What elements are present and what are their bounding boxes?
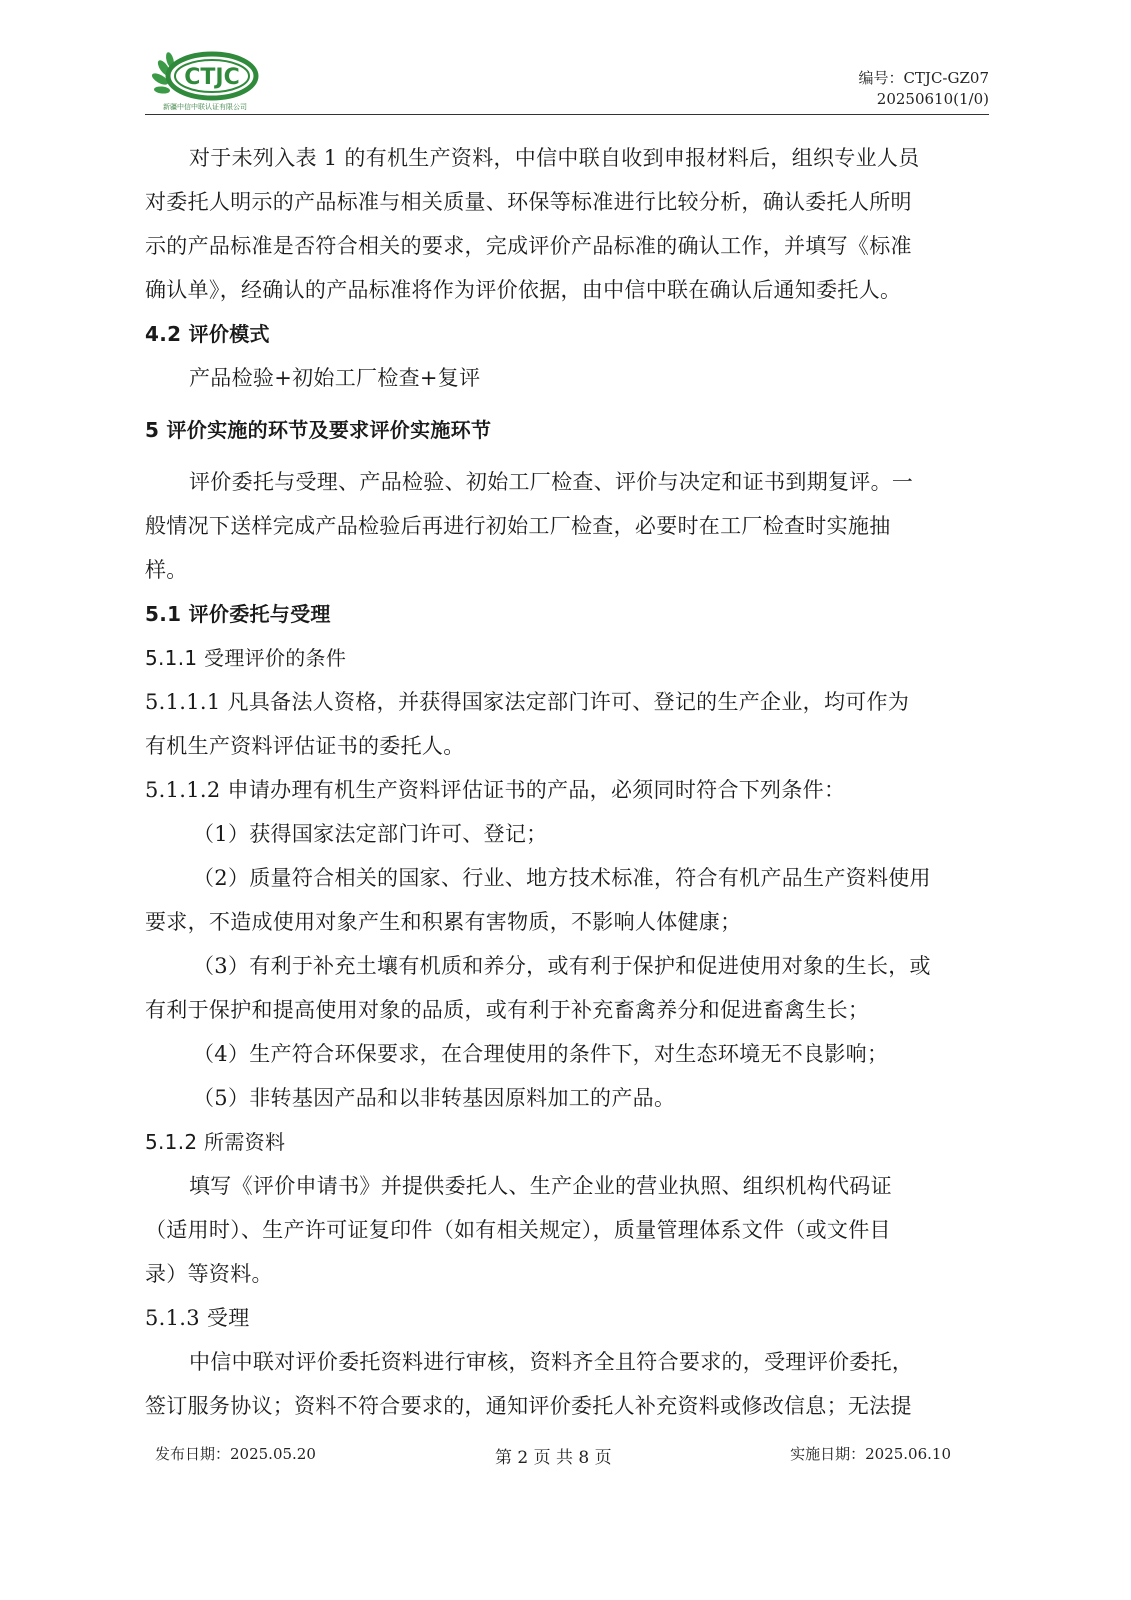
list-item: （1）获得国家法定部门许可、登记； (193, 822, 548, 846)
header-divider (145, 114, 989, 115)
paragraph-line: 有利于保护和提高使用对象的品质，或有利于补充畜禽养分和促进畜禽生长； (145, 998, 870, 1022)
paragraph-line: 确认单》，经确认的产品标准将作为评价依据，由中信中联在确认后通知委托人。 (145, 278, 902, 302)
paragraph-line: （适用时）、生产许可证复印件（如有相关规定），质量管理体系文件（或文件目 (145, 1218, 891, 1242)
section-heading-5-1-1: 5.1.1 受理评价的条件 (145, 646, 347, 670)
paragraph-line: 般情况下送样完成产品检验后再进行初始工厂检查，必要时在工厂检查时实施抽 (145, 514, 891, 538)
publish-date: 发布日期：2025.05.20 (155, 1445, 316, 1463)
document-body (145, 136, 989, 1428)
section-heading-5-1-2: 5.1.2 所需资料 (145, 1130, 286, 1154)
logo-emblem-icon (150, 48, 260, 104)
logo-caption: 新疆中信中联认证有限公司 (163, 103, 247, 111)
paragraph-line: 填写《评价申请书》并提供委托人、生产企业的营业执照、组织机构代码证 (189, 1174, 892, 1198)
list-item: （5）非转基因产品和以非转基因原料加工的产品。 (193, 1086, 676, 1110)
list-item: （3）有利于补充土壤有机质和养分，或有利于保护和促进使用对象的生长，或 (193, 954, 931, 978)
paragraph-line: 样。 (145, 558, 188, 582)
paragraph-line: 产品检验+初始工厂检查+复评 (189, 366, 481, 390)
paragraph-line: 5.1.1.2 申请办理有机生产资料评估证书的产品，必须同时符合下列条件： (145, 778, 846, 802)
paragraph-line: 对委托人明示的产品标准与相关质量、环保等标准进行比较分析，确认委托人所明 (145, 190, 912, 214)
paragraph-line: 录）等资料。 (145, 1262, 273, 1286)
paragraph-line: 对于未列入表 1 的有机生产资料，中信中联自收到申报材料后，组织专业人员 (189, 146, 920, 170)
section-heading-5-1: 5.1 评价委托与受理 (145, 602, 331, 626)
section-heading-5: 5 评价实施的环节及要求评价实施环节 (145, 418, 492, 442)
paragraph-line: 5.1.1.1 凡具备法人资格，并获得国家法定部门许可、登记的生产企业，均可作为 (145, 690, 910, 714)
document-number: 编号：CTJC-GZ07 (858, 69, 989, 87)
section-heading-4-2: 4.2 评价模式 (145, 322, 270, 346)
paragraph-line: 签订服务协议；资料不符合要求的，通知评价委托人补充资料或修改信息；无法提 (145, 1394, 912, 1418)
paragraph-line: 评价委托与受理、产品检验、初始工厂检查、评价与决定和证书到期复评。一 (189, 470, 914, 494)
paragraph-line: 示的产品标准是否符合相关的要求，完成评价产品标准的确认工作，并填写《标准 (145, 234, 912, 258)
paragraph-line: 要求，不造成使用对象产生和积累有害物质，不影响人体健康； (145, 910, 742, 934)
svg-text:CTJC: CTJC (184, 65, 240, 90)
section-heading-5-1-3: 5.1.3 受理 (145, 1306, 250, 1330)
paragraph-line: 有机生产资料评估证书的委托人。 (145, 734, 465, 758)
list-item: （4）生产符合环保要求，在合理使用的条件下，对生态环境无不良影响； (193, 1042, 889, 1066)
effective-date: 实施日期：2025.06.10 (790, 1445, 951, 1463)
document-version: 20250610(1/0) (876, 90, 989, 108)
list-item: （2）质量符合相关的国家、行业、地方技术标准，符合有机产品生产资料使用 (193, 866, 931, 890)
page-number: 第 2 页 共 8 页 (495, 1448, 612, 1468)
paragraph-line: 中信中联对评价委托资料进行审核，资料齐全且符合要求的，受理评价委托， (189, 1350, 914, 1374)
